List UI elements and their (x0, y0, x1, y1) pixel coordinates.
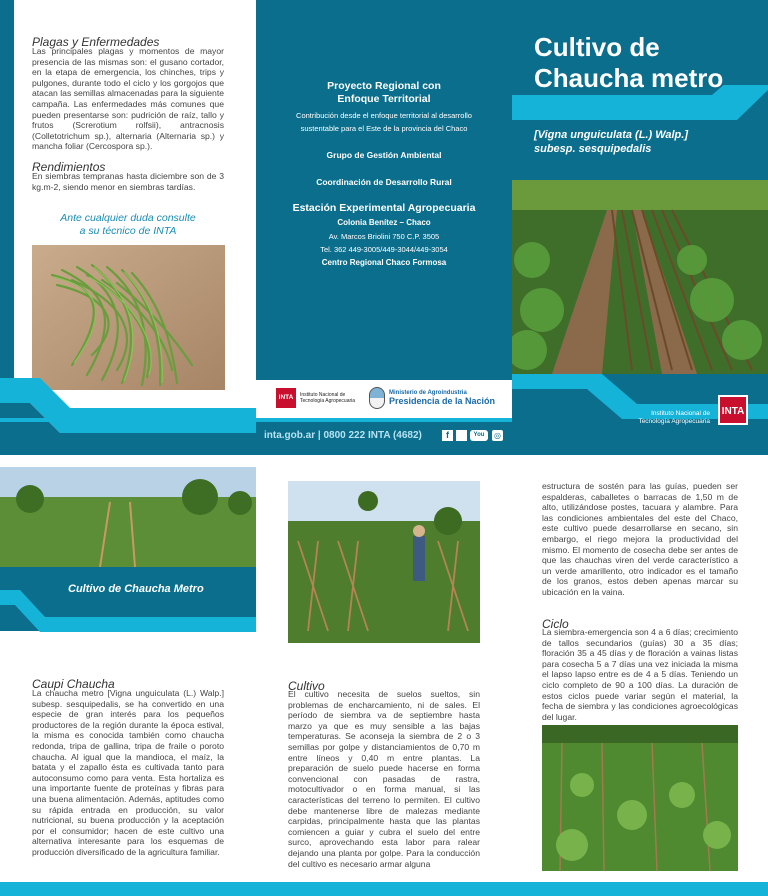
twitter-icon[interactable] (456, 430, 467, 441)
plagas-heading: Plagas y Enfermedades (32, 35, 160, 49)
facebook-icon[interactable]: f (442, 430, 453, 441)
green-beans-photo (32, 245, 225, 390)
ministerio-name: Ministerio de Agroindustria Presidencia de la Nación (389, 390, 496, 406)
cover-inst-name: Instituto Nacional de Tecnología Agropecuaria (638, 410, 710, 425)
inta-logo-small: INTA (276, 388, 296, 408)
garden-photo (0, 467, 256, 567)
rendimientos-heading: Rendimientos (32, 160, 106, 174)
bottom-left-panel (0, 467, 256, 896)
cultivo-text: El cultivo necesita de suelos sueltos, sin problemas de encharcamiento, ni de sales. El período de siembra va de septiembre hasta marzo ya que es muy sensible a las bajas temperaturas. Se aconseja la siembra de 2 o 3 semillas por golpe y distanciamientos de 0,70 m entre líneos y 0,40 m entre plantas. La preparación de suelo puede hacerse en forma convencional con pasadas de rastra, motocultivador o en forma manual, si las características del terreno lo permiten. El cultivo debe mantenerse libre de malezas mediante carpidas, principalmente hasta que las plantas comiencen a guiar y cubra el suelo del entre surco, aprovechando esta labor para ralear dejando una planta por golpe. Para la conducción del cultivo es necesario armar alguna (288, 689, 480, 869)
estacion-experimental: Estación Experimental Agropecuaria (292, 202, 476, 214)
top-left-panel (0, 0, 256, 455)
direccion: Av. Marcos Briolini 750 C.P. 3505 (328, 232, 440, 241)
grupo-gestion: Grupo de Gestión Ambiental (326, 150, 442, 160)
cover-title: Cultivo de Chaucha metro (534, 32, 724, 93)
centro-regional: Centro Regional Chaco Formosa (321, 258, 447, 267)
farmer-field-photo (288, 481, 480, 643)
cultivo-heading: Cultivo (288, 679, 325, 693)
top-middle-panel (256, 0, 512, 455)
proyecto-title: Proyecto Regional con Enfoque Territorial (327, 80, 441, 105)
coordinacion: Coordinación de Desarrollo Rural (316, 177, 452, 187)
footer-text[interactable]: inta.gob.ar | 0800 222 INTA (4682) (264, 430, 422, 441)
cover-field-photo (512, 180, 768, 374)
plagas-text: Las principales plagas y momentos de mayor presencia de las mismas son: el gusano cortador, en la etapa de emergencia, los chinches, trips y pulgones, durante todo el ciclo y los gorgojos que atacan las semillas almacenadas para la siguiente campaña. Las enfermedades más comunes que pueden presentarse son: pudrición de raíz, tallo y frutos (Screrotium rolfsii), antracnosis (Colletotrichum sp.), alternaria (Alternaria sp.) y mancha foliar (Cercospora sp.). (32, 46, 224, 152)
seedlings-photo (542, 725, 738, 871)
rendimientos-text: En siembras tempranas hasta diciembre son de 3 kg.m-2, siendo menor en siembras tardías. (32, 171, 224, 192)
inta-logo: INTA (718, 395, 748, 425)
cover-panel (512, 0, 768, 455)
telefono: Tel. 362 449-3005/449-3044/449-3054 (320, 245, 448, 254)
inta-inst-name: Instituto Nacional de Tecnología Agropecuaria (300, 392, 356, 404)
caupi-heading: Caupi Chaucha (32, 677, 115, 691)
colonia: Colonia Benítez – Chaco (337, 218, 431, 227)
ciclo-text: La siembra-emergencia son 4 a 6 días; crecimiento de tallos secundarios (guías) 30 a 35 días; floración 35 a 45 días y de floración a vainas listas para cosecha 5 a 7 días una vez iniciada la misma el lapso lapso entre es de 4 a 5 días. Teniendo un ciclo completo de 90 a 100 días. La duración de estos ciclos puede variar según el material, la fecha de siembra y las condiciones agroecológicas del lugar. (542, 627, 738, 722)
footer-bar (256, 418, 512, 455)
instagram-icon[interactable]: ◎ (492, 430, 503, 441)
estructura-text: estructura de sostén para las guías, pueden ser espalderas, caballetes o barracas de 1,50 m de alto, utilizándose postes, tacuara y alambre. Para las condiciones ambientales del este del Chaco, este cultivo puede desarrollarse en secano, sin embargo, el riego mejora la productividad del mismo. El momento de cosecha debe ser antes de que las chauchas viren del verde característico a un verde amarillento, otro indicador es el tamaño de los granos, estos deben apenas marcar su ubicación en la vaina. (542, 481, 738, 597)
consulte-note: Ante cualquier duda consulte a su técnico de INTA (60, 212, 196, 237)
bottom-right-panel (512, 467, 768, 896)
contribucion-text: Contribución desde el enfoque territorial al desarrollo sustentable para el Este de la provincia del Chaco (296, 111, 472, 133)
ciclo-heading: Ciclo (542, 617, 569, 631)
bottom-middle-panel (256, 467, 512, 896)
logos-strip (256, 380, 512, 418)
cover-scientific-name: [Vigna unguiculata (L.) Walp.] subesp. sesquipedalis (534, 129, 688, 155)
inner-banner-title: Cultivo de Chaucha Metro (68, 583, 204, 595)
escudo-icon (369, 387, 385, 409)
caupi-text: La chaucha metro [Vigna unguiculata (L.) Walp.] subesp. sesquipedalis, se ha convertido en una especie de gran interés para los pequeños productores de la región durante la época estival, la misma es conocida también como chaucha redonda, tripa de gallina, tripa de fraile o poroto chaucha. Al igual que la mandioca, el maíz, la batata y el zapallo ésta es cultivada tanto para autoconsumo como para venta. Esta hortaliza es una importante fuente de proteínas y fibras para una buena alimentación. Además, aptitudes como su rápida entrada en producción, su valor nutricional, su buena producción y la aceptación por el consumidor; hacen de este cultivo una alternativa interesante para los esquemas de producción diversificado de la agricultura familiar. (32, 688, 224, 857)
youtube-icon[interactable]: You (470, 430, 488, 441)
